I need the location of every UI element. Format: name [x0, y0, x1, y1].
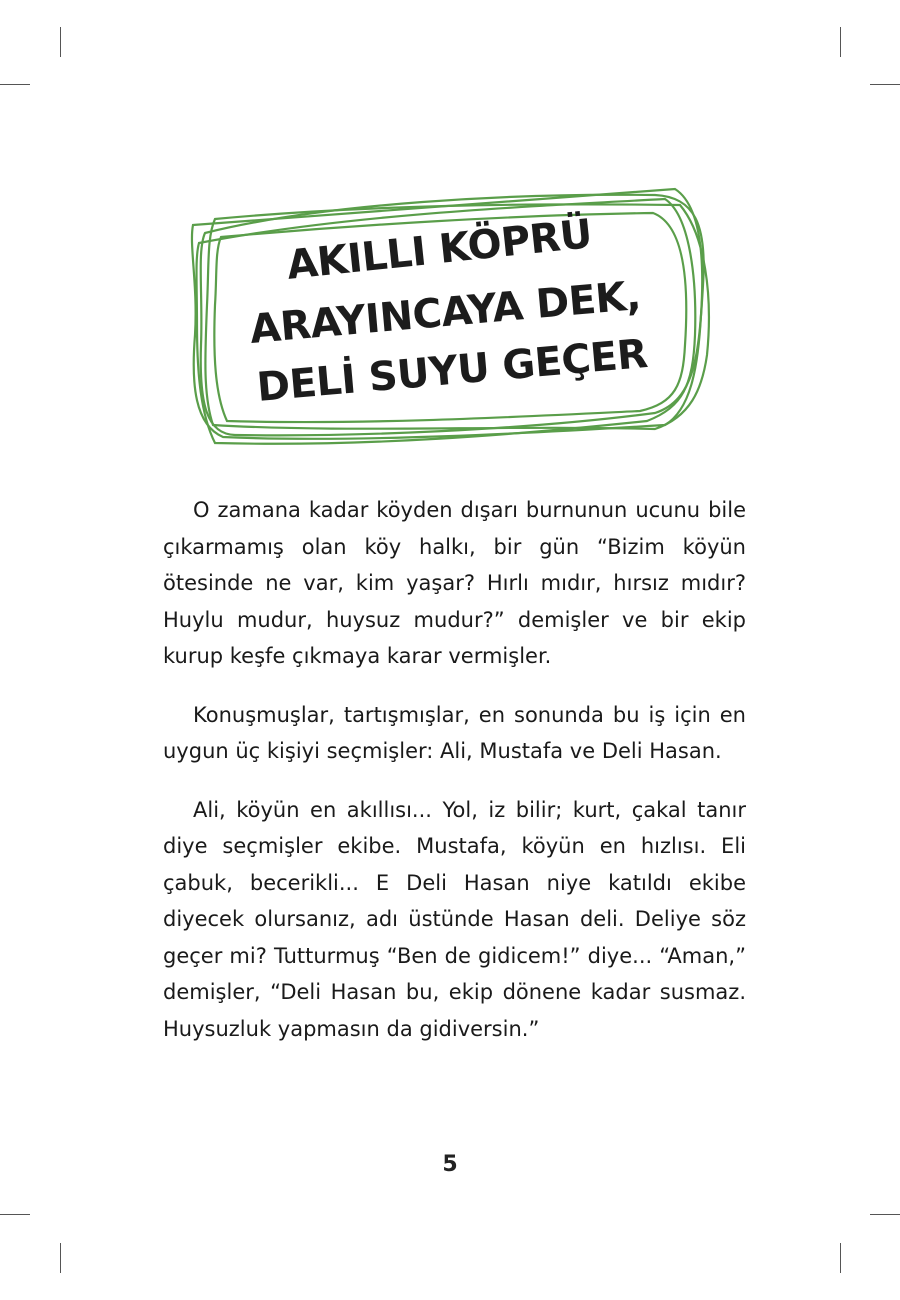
title-line-3: DELİ SUYU GEÇER	[254, 330, 650, 411]
paragraph-3: Ali, köyün en akıllısı... Yol, iz bilir; kurt, çakal tanır diye seçmişler ekibe. Mustafa, köyün en hızlısı. Eli çabuk, becerikli... E Deli Hasan niye katıldı ekibe diyecek olursanız, adı üstünde Hasan deli. Deliye söz geçer mi? Tutturmuş “Ben de gidicem!” diye... “Aman,” demişler, “Deli Hasan bu, ekip dönene kadar susmaz. Huysuzluk yapmasın da gidiversin.”	[163, 797, 746, 1041]
paragraph-2: Konuşmuşlar, tartışmışlar, en sonunda bu iş için en uygun üç kişiyi seçmişler: Ali, Mustafa ve Deli Hasan.	[163, 702, 746, 763]
crop-mark-top-right-h	[870, 84, 900, 85]
crop-mark-bottom-left	[60, 1243, 61, 1273]
crop-mark-bottom-right	[840, 1243, 841, 1273]
page-number: 5	[442, 1152, 458, 1177]
body-text	[163, 492, 746, 1069]
crop-mark-bottom-left-h	[0, 1214, 30, 1215]
paragraph-1: O zamana kadar köyden dışarı burnunun ucunu bile çıkarmamış olan köy halkı, bir gün “Bizim köyün ötesinde ne var, kim yaşar? Hırlı mıdır, hırsız mıdır? Huylu mudur, huysuz mudur?” demişler ve bir ekip kurup keşfe çıkmaya karar vermişler.	[163, 498, 746, 668]
crop-mark-bottom-right-h	[870, 1214, 900, 1215]
title-line-2: ARAYINCAYA DEK,	[247, 272, 643, 353]
crop-mark-top-left	[60, 27, 61, 57]
crop-mark-top-left-h	[0, 84, 30, 85]
title-line-1: AKILLI KÖPRÜ	[284, 211, 595, 289]
crop-mark-top-right	[840, 27, 841, 57]
chapter-title-block	[185, 185, 720, 450]
chapter-title	[185, 185, 720, 450]
